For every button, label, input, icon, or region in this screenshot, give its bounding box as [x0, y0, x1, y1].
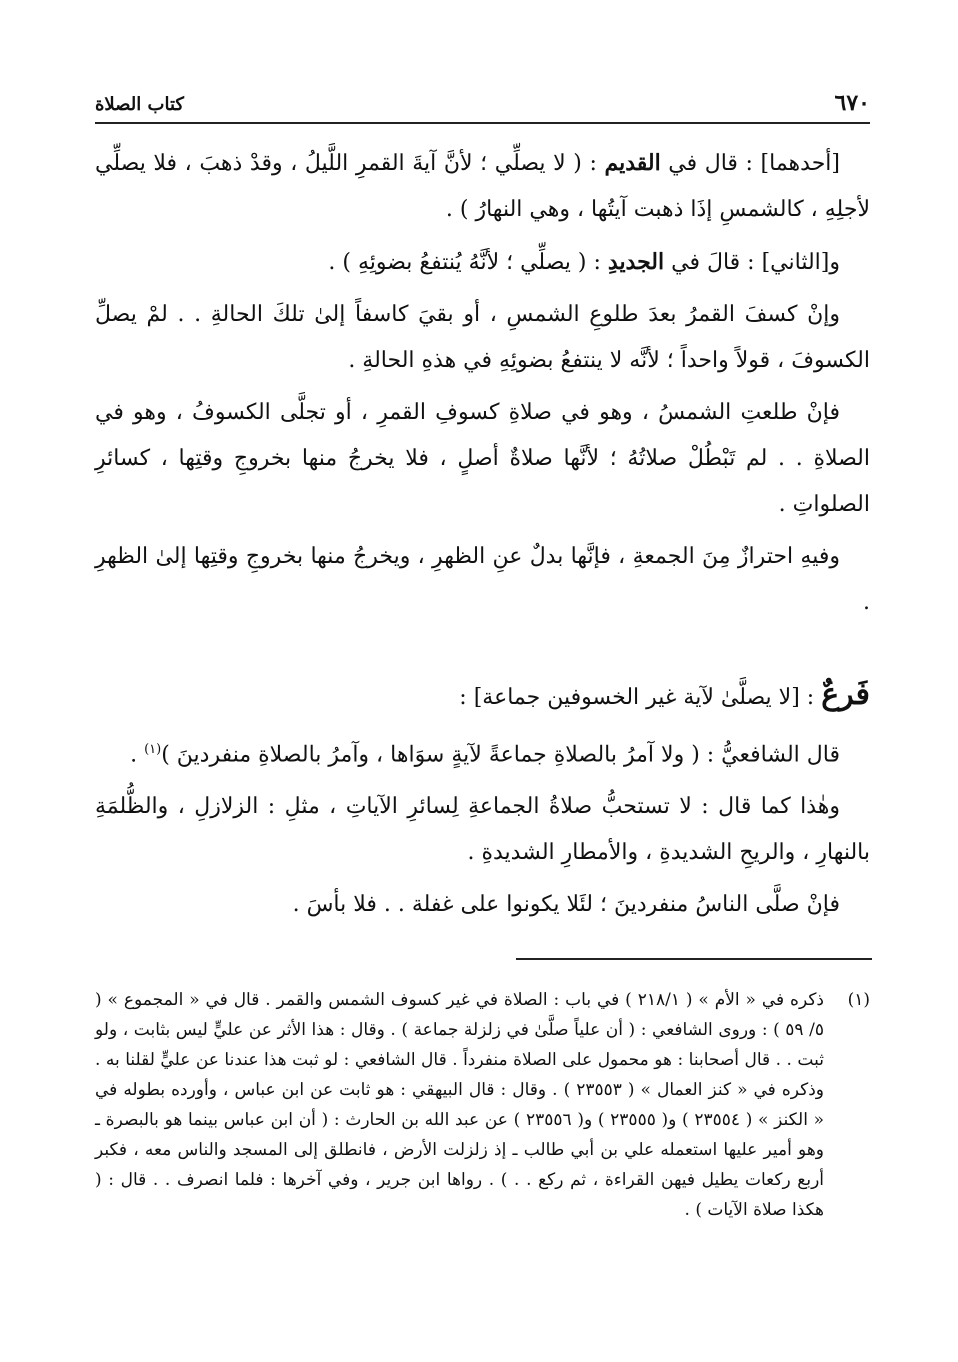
footnote-marker: (١)	[847, 990, 870, 1010]
footnote-ref: (١)	[144, 742, 162, 757]
page-number: ٦٧٠	[834, 90, 870, 116]
main-text	[95, 140, 870, 934]
paragraph: وفيهِ احترازٌ مِنَ الجمعةِ ، فإنَّها بدلٌ عنِ الظهرِ ، ويخرجُ منها بخروجِ وقتِها إلىٰ الظهرِ .	[95, 544, 870, 615]
paragraph: وهٰذا كما قال : لا تستحبُّ صلاةُ الجماعةِ لِسائرِ الآياتِ ، مثلِ : الزلازلِ ، والظُّلمَةِ بالنهارِ ، والريحِ الشديدةِ ، والأمطارِ الشديدةِ .	[95, 794, 870, 866]
paragraph: فإنْ طلعتِ الشمسُ ، وهو في صلاةِ كسوفِ القمرِ ، أو تجلَّى الكسوفُ ، وهو في الصلاةِ . . لم تَبْطُلْ صلاتُهُ ؛ لأنَّها صلاةٌ أصلٍ ، فلا يخرجُ منها بخروجِ وقتِها ، كسائرِ الصلواتِ .	[95, 400, 870, 517]
paragraph: قال الشافعيُّ : ( ولا آمرُ بالصلاةِ جماعةً لآيةٍ سوَاها ، وآمرُ بالصلاةِ منفردينَ )$^{(١)}$ .	[130, 742, 840, 768]
bold-term: الجديدِ	[607, 249, 665, 275]
paragraph: فإنْ صلَّى الناسُ منفردينَ ؛ لئَلا يكونوا على غفلة . . فلا بأسَ .	[292, 892, 840, 918]
far-title: : [لا يصلَّىٰ لآية غير الخسوفين جماعة] :	[459, 685, 822, 710]
paragraph: وإنْ كسفَ القمرُ بعدَ طلوعِ الشمسِ ، أو بقيَ كاسفاً إلىٰ تلكَ الحالةِ . . لمْ يصلِّ الكسوفَ ، قولاً واحداً ؛ لأنَّه لا ينتفعُ بضوئِهِ في هذهِ الحالةِ .	[95, 302, 870, 373]
footnote-divider	[516, 958, 872, 960]
far-label: فَرعٌ	[821, 677, 870, 712]
footnote	[95, 985, 870, 1225]
running-title: كتاب الصلاة	[95, 94, 184, 115]
bold-term: القديم	[604, 150, 661, 176]
page-header	[95, 88, 870, 124]
paragraph: و[الثاني] : قالَ في الجديدِ : ( يصلِّي ؛ لأنَّهُ يُنتفعُ بضوئِهِ ) .	[328, 249, 840, 275]
footnote-text: ذكره في « الأم » ( ٢١٨/١ ) في باب : الصلاة في غير كسوف الشمس والقمر . قال في « المجموع » ( ٥/ ٥٩ ) : وروى الشافعي : ( أن علياً صلَّىٰ في زلزلة جماعة ) . وقال : هذا الأثر عن عليٍّ ليس بثابت ، ولو ثبت . . قال أصحابنا : هو محمول على الصلاة منفرداً . قال الشافعي : لو ثبت هذا عندنا عن عليٍّ لقلنا به . وذكره في « كنز العمال » ( ٢٣٥٥٣ ) . وقال : قال البيهقي : هو ثابت عن ابن عباس ، وأورده بطوله في « الكنز » ( ٢٣٥٥٤ ) و( ٢٣٥٥٥ ) و( ٢٣٥٥٦ ) عن عبد الله بن الحارث : ( أن ابن عباس بينما هو بالبصرة ـ وهو أمير عليها استعمله علي بن أبي طالب ـ إذ زلزلت الأرض ، فانطلق إلى المسجد والناس معه ، فكبر أربع ركعات يطيل فيهن القراءة ، ثم ركع . . ) . رواها ابن جرير ، وفي آخرها : فلما انصرف . . قال : ( هكذا صلاة الآيات ) .	[95, 990, 825, 1220]
paragraph: [أحدهما] : قال في القديم : ( لا يصلِّي ؛ لأنَّ آيةَ القمرِ اللَّيلُ ، وقدْ ذهبَ ، فلا يصلِّي لأجلِهِ ، كالشمسِ إذَا ذهبت آيتُها ، وهي النهارُ ) .	[95, 150, 870, 222]
section-heading	[95, 672, 870, 721]
